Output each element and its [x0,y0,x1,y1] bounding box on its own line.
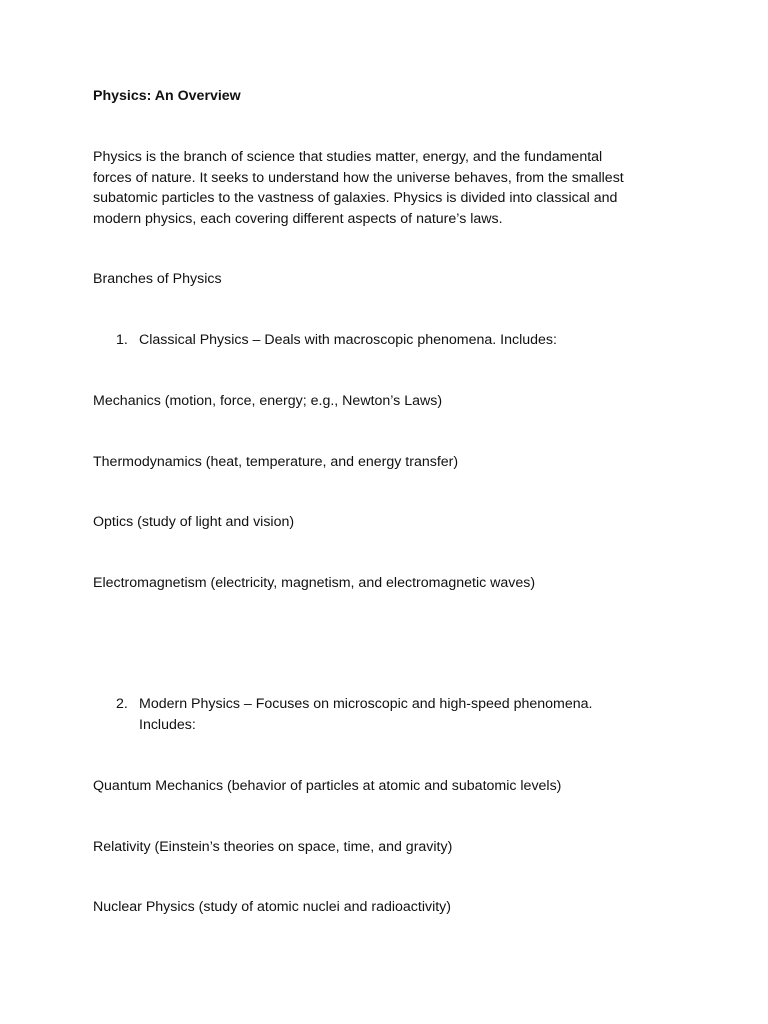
section-heading: Branches of Physics [93,271,222,287]
classical-subitem: Optics (study of light and vision) [93,514,295,530]
intro-line: modern physics, each covering different aspects of nature’s laws. [93,210,503,227]
list-item-modern [116,694,593,733]
intro-line: subatomic particles to the vastness of galaxies. Physics is divided into classical and [93,190,618,206]
modern-subitem: Relativity (Einstein’s theories on space, time, and gravity) [93,839,453,855]
intro-line: Physics is the branch of science that studies matter, energy, and the fundamental [93,149,603,165]
classical-subitem: Mechanics (motion, force, energy; e.g., Newton’s Laws) [93,393,443,409]
modern-subitem: Nuclear Physics (study of atomic nuclei and radioactivity) [93,899,451,915]
list-number: 1. [116,332,128,348]
list-number: 2. [116,696,128,712]
intro-line: forces of nature. It seeks to understand how the universe behaves, from the smallest [93,169,624,186]
document-title: Physics: An Overview [93,88,241,104]
list-item-text: Modern Physics – Focuses on microscopic and high-speed phenomena. [139,696,593,712]
classical-subitem: Electromagnetism (electricity, magnetism, and electromagnetic waves) [93,575,536,591]
classical-subitem: Thermodynamics (heat, temperature, and energy transfer) [93,454,459,470]
list-item-text: Classical Physics – Deals with macroscopic phenomena. Includes: [139,332,557,348]
list-item-classical [116,330,557,351]
list-item-text-continued: Includes: [139,716,196,733]
modern-subitem: Quantum Mechanics (behavior of particles at atomic and subatomic levels) [93,778,562,794]
